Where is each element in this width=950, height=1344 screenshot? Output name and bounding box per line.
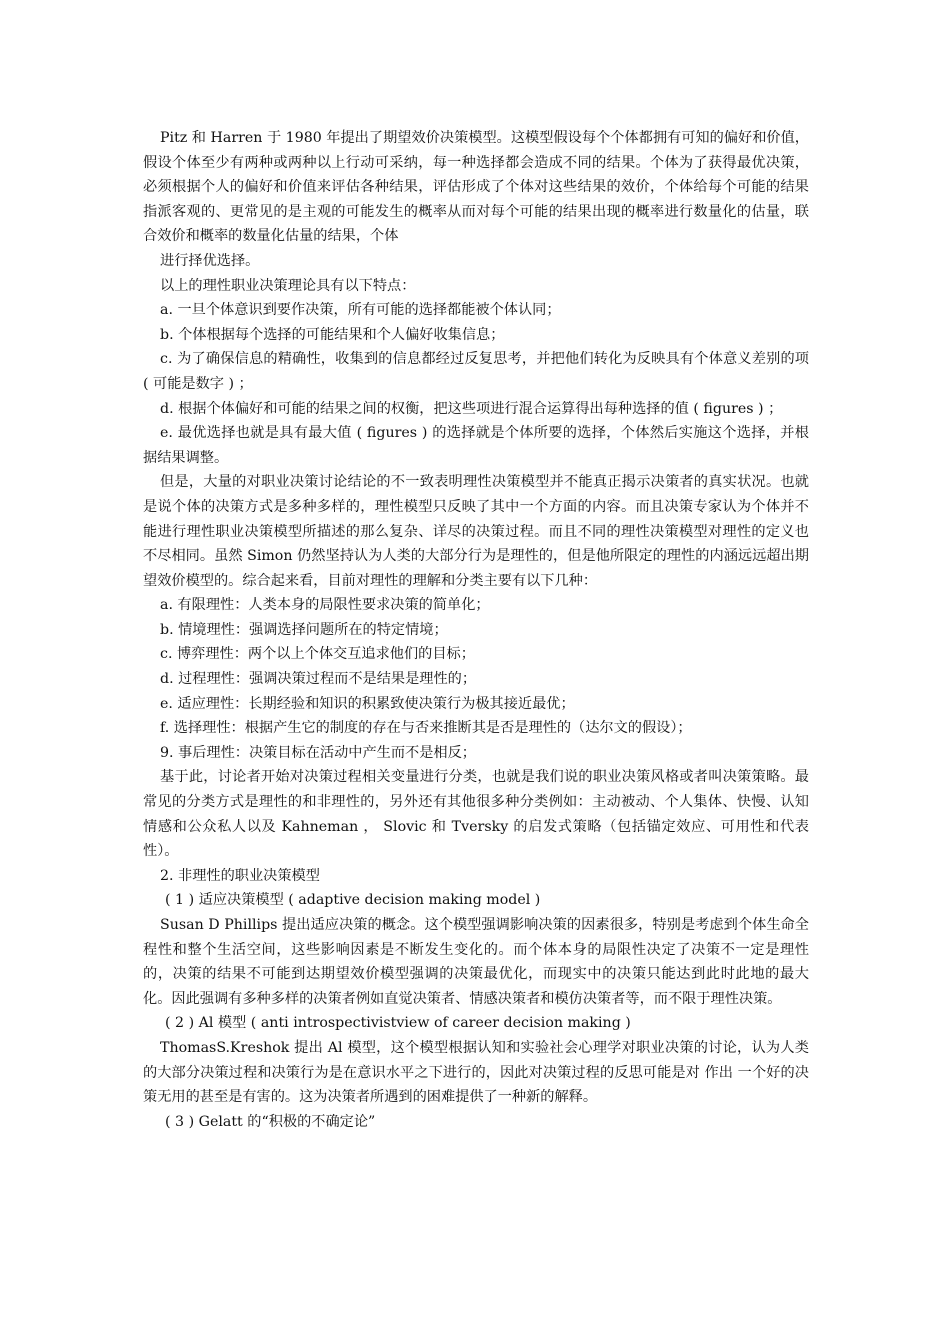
paragraph: 进行择优选择。 [160,252,260,269]
list-item: a. 一旦个体意识到要作决策，所有可能的选择都能被个体认同； [160,302,561,319]
paragraph: ThomasS.Kreshok 提出 Al 模型，这个模型根据认知和实验社会心理学对职业决策的讨论，认为人类的大部分决策过程和决策行为是在意识水平之下进行的，因此对决策过程的反思可能是对 作出 一个好的决策无用的甚至是有害的。这为决策者所遇到的困难提供了一种新的解释。 [143,1039,809,1106]
list-item: b. 情境理性：强调选择问题所在的特定情境； [160,621,448,638]
paragraph: Susan D Phillips 提出适应决策的概念。这个模型强调影响决策的因素很多，特别是考虑到个体生命全程性和整个生活空间，这些影响因素是不断发生变化的。而个体本身的局限性决定了决策不一定是理性的，决策的结果不可能到达期望效价模型强调的决策最优化，而现实中的决策只能达到此时此地的最大化。因此强调有多种多样的决策者例如直觉决策者、情感决策者和模仿决策者等，而不限于理性决策。 [143,917,809,1007]
list-item: e. 最优选择也就是具有最大值 ( figures ) 的选择就是个体所要的选择，个体然后实施这个选择，并根据结果调整。 [143,425,809,466]
subsection-heading: ( 1 ) 适应决策模型 ( adaptive decision making model ) [165,892,541,909]
list-item: c. 为了确保信息的精确性，收集到的信息都经过反复思考，并把他们转化为反映具有个体意义差别的项 ( 可能是数字 ) ； [143,351,810,392]
list-item: d. 过程理性：强调决策过程而不是结果是理性的； [160,671,477,688]
list-item: 9. 事后理性：决策目标在活动中产生而不是相反； [160,744,476,761]
list-item: e. 适应理性：长期经验和知识的积累致使决策行为极其接近最优； [160,695,575,712]
list-item: a. 有限理性：人类本身的局限性要求决策的简单化； [160,597,490,614]
paragraph: 但是，大量的对职业决策讨论结论的不一致表明理性决策模型并不能真正揭示决策者的真实状况。也就是说个体的决策方式是多种多样的，理性模型只反映了其中一个方面的内容。而且决策专家认为个体并不能进行理性职业决策模型所描述的那么复杂、详尽的决策过程。而且不同的理性决策模型对理性的定义也不尽相同。虽然 Simon 仍然坚持认为人类的大部分行为是理性的，但是他所限定的理性的内涵远远超出期望效价模型的。综合起来看，目前对理性的理解和分类主要有以下几种： [143,474,809,589]
paragraph: 以上的理性职业决策理论具有以下特点： [160,277,416,294]
list-item: f. 选择理性：根据产生它的制度的存在与否来推断其是否是理性的（达尔文的假设）； [160,720,692,737]
section-heading: 2. 非理性的职业决策模型 [160,867,320,884]
document-body [143,126,809,1134]
paragraph: Pitz 和 Harren 于 1980 年提出了期望效价决策模型。这模型假设每个个体都拥有可知的偏好和价值，假设个体至少有两种或两种以上行动可采纳，每一种选择都会造成不同的结果。个体为了获得最优决策，必须根据个人的偏好和价值来评估各种结果，评估形成了个体对这些结果的效价，个体给每个可能的结果指派客观的、更常见的是主观的可能发生的概率从而对每个可能的结果出现的概率进行数量化的估量，联合效价和概率的数量化估量的结果，个体 [143,130,809,245]
list-item: b. 个体根据每个选择的可能结果和个人偏好收集信息； [160,326,505,343]
subsection-heading: ( 3 ) Gelatt 的“积极的不确定论” [165,1113,376,1130]
list-item: c. 博弈理性：两个以上个体交互追求他们的目标； [160,646,475,663]
list-item: d. 根据个体偏好和可能的结果之间的权衡，把这些项进行混合运算得出每种选择的值 ( figures ) ； [160,400,783,417]
paragraph: 基于此，讨论者开始对决策过程相关变量进行分类，也就是我们说的职业决策风格或者叫决策策略。最常见的分类方式是理性的和非理性的，另外还有其他很多种分类例如：主动被动、个人集体、快慢、认知情感和公众私人以及 Kahneman ， Slovic 和 Tversky 的启发式策略（包括锚定效应、可用性和代表性）。 [143,769,809,860]
subsection-heading: ( 2 ) Al 模型 ( anti introspectivistview of career decision making ) [165,1015,631,1032]
